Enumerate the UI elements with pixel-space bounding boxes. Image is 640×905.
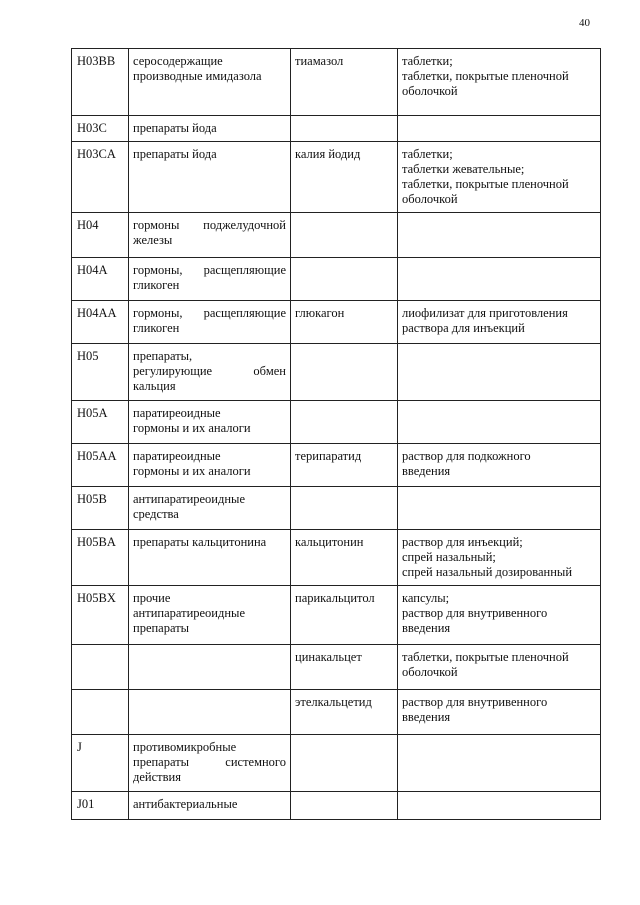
- dosage-forms-cell: [398, 487, 601, 530]
- atc-code-cell: H03CA: [72, 142, 129, 213]
- group-word: системного: [225, 755, 286, 769]
- group-line: прочие: [133, 591, 171, 605]
- dosage-forms-cell: [398, 735, 601, 792]
- group-line: [133, 364, 286, 379]
- anatomical-group-cell: [129, 444, 291, 487]
- group-line: противомикробные: [133, 740, 237, 754]
- table-row: [72, 116, 601, 142]
- dosage-forms-cell: [398, 213, 601, 258]
- substance-cell: терипаратид: [291, 444, 398, 487]
- dosage-forms-cell: [398, 401, 601, 444]
- group-line: [133, 263, 286, 278]
- group-line: паратиреоидные: [133, 449, 221, 463]
- substance-cell: [291, 401, 398, 444]
- table-row: [72, 49, 601, 116]
- group-line: производные имидазола: [133, 69, 262, 83]
- table-row: [72, 344, 601, 401]
- group-word: регулирующие: [133, 364, 213, 378]
- group-word: гормоны,: [133, 263, 183, 277]
- group-word: гормоны: [133, 218, 180, 232]
- substance-cell: [291, 116, 398, 142]
- substance-cell: парикальцитол: [291, 586, 398, 645]
- dosage-form-line: капсулы;: [402, 591, 450, 605]
- anatomical-group-cell: [129, 401, 291, 444]
- atc-code-cell: J: [72, 735, 129, 792]
- substance-cell: кальцитонин: [291, 530, 398, 586]
- substance-cell: [291, 258, 398, 301]
- substance-cell: калия йодид: [291, 142, 398, 213]
- group-line: [133, 218, 286, 233]
- dosage-forms-cell: [398, 530, 601, 586]
- atc-code-cell: H03C: [72, 116, 129, 142]
- table-row: [72, 530, 601, 586]
- atc-code-cell: J01: [72, 792, 129, 820]
- dosage-forms-cell: [398, 344, 601, 401]
- anatomical-group-cell: [129, 530, 291, 586]
- group-line: антипаратиреоидные: [133, 492, 245, 506]
- atc-code-cell: H04AA: [72, 301, 129, 344]
- atc-drug-table: [71, 48, 601, 820]
- dosage-form-line: таблетки жевательные;: [402, 162, 525, 176]
- dosage-form-line: оболочкой: [402, 665, 458, 679]
- substance-cell: [291, 213, 398, 258]
- dosage-form-line: таблетки;: [402, 54, 453, 68]
- anatomical-group-cell: [129, 258, 291, 301]
- anatomical-group-cell: [129, 213, 291, 258]
- dosage-form-line: оболочкой: [402, 192, 458, 206]
- dosage-form-line: раствора для инъекций: [402, 321, 525, 335]
- group-line: действия: [133, 770, 181, 784]
- anatomical-group-cell: [129, 344, 291, 401]
- anatomical-group-cell: [129, 142, 291, 213]
- table-row: [72, 792, 601, 820]
- table-body: [72, 49, 601, 820]
- anatomical-group-cell: [129, 49, 291, 116]
- group-word: поджелудочной: [203, 218, 286, 232]
- dosage-forms-cell: [398, 258, 601, 301]
- group-line: железы: [133, 233, 173, 247]
- group-line: [133, 755, 286, 770]
- group-line: кальция: [133, 379, 176, 393]
- dosage-form-line: спрей назальный дозированный: [402, 565, 573, 579]
- anatomical-group-cell: [129, 735, 291, 792]
- atc-code-cell: H03BB: [72, 49, 129, 116]
- dosage-forms-cell: [398, 645, 601, 690]
- atc-code-cell: H05BX: [72, 586, 129, 645]
- substance-cell: [291, 487, 398, 530]
- group-line: препараты кальцитонина: [133, 535, 267, 549]
- atc-code-cell: H05A: [72, 401, 129, 444]
- substance-cell: [291, 735, 398, 792]
- group-line: средства: [133, 507, 179, 521]
- table-row: [72, 401, 601, 444]
- substance-cell: [291, 792, 398, 820]
- dosage-forms-cell: [398, 49, 601, 116]
- dosage-form-line: таблетки, покрытые пленочной: [402, 177, 569, 191]
- atc-code-cell: H05BA: [72, 530, 129, 586]
- dosage-forms-cell: [398, 116, 601, 142]
- dosage-form-line: таблетки, покрытые пленочной: [402, 650, 569, 664]
- anatomical-group-cell: [129, 301, 291, 344]
- group-word: расщепляющие: [203, 263, 286, 277]
- dosage-form-line: введения: [402, 464, 451, 478]
- table-row: [72, 487, 601, 530]
- dosage-forms-cell: [398, 142, 601, 213]
- atc-code-cell: [72, 645, 129, 690]
- group-line: препараты йода: [133, 121, 217, 135]
- group-word: обмен: [253, 364, 286, 378]
- group-word: расщепляющие: [203, 306, 286, 320]
- dosage-form-line: таблетки;: [402, 147, 453, 161]
- group-line: гормоны и их аналоги: [133, 464, 251, 478]
- dosage-form-line: спрей назальный;: [402, 550, 496, 564]
- page-number: 40: [579, 17, 590, 29]
- dosage-form-line: таблетки, покрытые пленочной: [402, 69, 569, 83]
- group-line: гликоген: [133, 321, 180, 335]
- group-line: паратиреоидные: [133, 406, 221, 420]
- group-line: антибактериальные: [133, 797, 238, 811]
- anatomical-group-cell: [129, 645, 291, 690]
- atc-code-cell: H05: [72, 344, 129, 401]
- table-row: [72, 213, 601, 258]
- dosage-form-line: введения: [402, 710, 451, 724]
- group-line: гормоны и их аналоги: [133, 421, 251, 435]
- substance-cell: тиамазол: [291, 49, 398, 116]
- group-line: препараты: [133, 621, 190, 635]
- atc-code-cell: [72, 690, 129, 735]
- dosage-form-line: раствор для внутривенного: [402, 695, 548, 709]
- table-row: [72, 645, 601, 690]
- substance-cell: цинакальцет: [291, 645, 398, 690]
- dosage-forms-cell: [398, 301, 601, 344]
- anatomical-group-cell: [129, 792, 291, 820]
- anatomical-group-cell: [129, 690, 291, 735]
- dosage-forms-cell: [398, 792, 601, 820]
- dosage-form-line: раствор для внутривенного: [402, 606, 548, 620]
- substance-cell: [291, 344, 398, 401]
- substance-cell: этелкальцетид: [291, 690, 398, 735]
- substance-cell: глюкагон: [291, 301, 398, 344]
- group-line: серосодержащие: [133, 54, 223, 68]
- group-line: гликоген: [133, 278, 180, 292]
- group-line: антипаратиреоидные: [133, 606, 245, 620]
- table-row: [72, 735, 601, 792]
- group-line: [133, 306, 286, 321]
- group-word: гормоны,: [133, 306, 183, 320]
- anatomical-group-cell: [129, 586, 291, 645]
- anatomical-group-cell: [129, 116, 291, 142]
- dosage-forms-cell: [398, 690, 601, 735]
- atc-code-cell: H05AA: [72, 444, 129, 487]
- table-row: [72, 444, 601, 487]
- dosage-forms-cell: [398, 586, 601, 645]
- dosage-form-line: лиофилизат для приготовления: [402, 306, 568, 320]
- atc-code-cell: H04A: [72, 258, 129, 301]
- table-row: [72, 301, 601, 344]
- dosage-form-line: раствор для подкожного: [402, 449, 531, 463]
- group-line: препараты йода: [133, 147, 217, 161]
- group-word: препараты: [133, 755, 190, 769]
- dosage-form-line: раствор для инъекций;: [402, 535, 523, 549]
- group-line: препараты,: [133, 349, 193, 363]
- table-row: [72, 258, 601, 301]
- dosage-forms-cell: [398, 444, 601, 487]
- table-row: [72, 690, 601, 735]
- table-row: [72, 142, 601, 213]
- atc-code-cell: H04: [72, 213, 129, 258]
- dosage-form-line: введения: [402, 621, 451, 635]
- atc-code-cell: H05B: [72, 487, 129, 530]
- table-row: [72, 586, 601, 645]
- anatomical-group-cell: [129, 487, 291, 530]
- dosage-form-line: оболочкой: [402, 84, 458, 98]
